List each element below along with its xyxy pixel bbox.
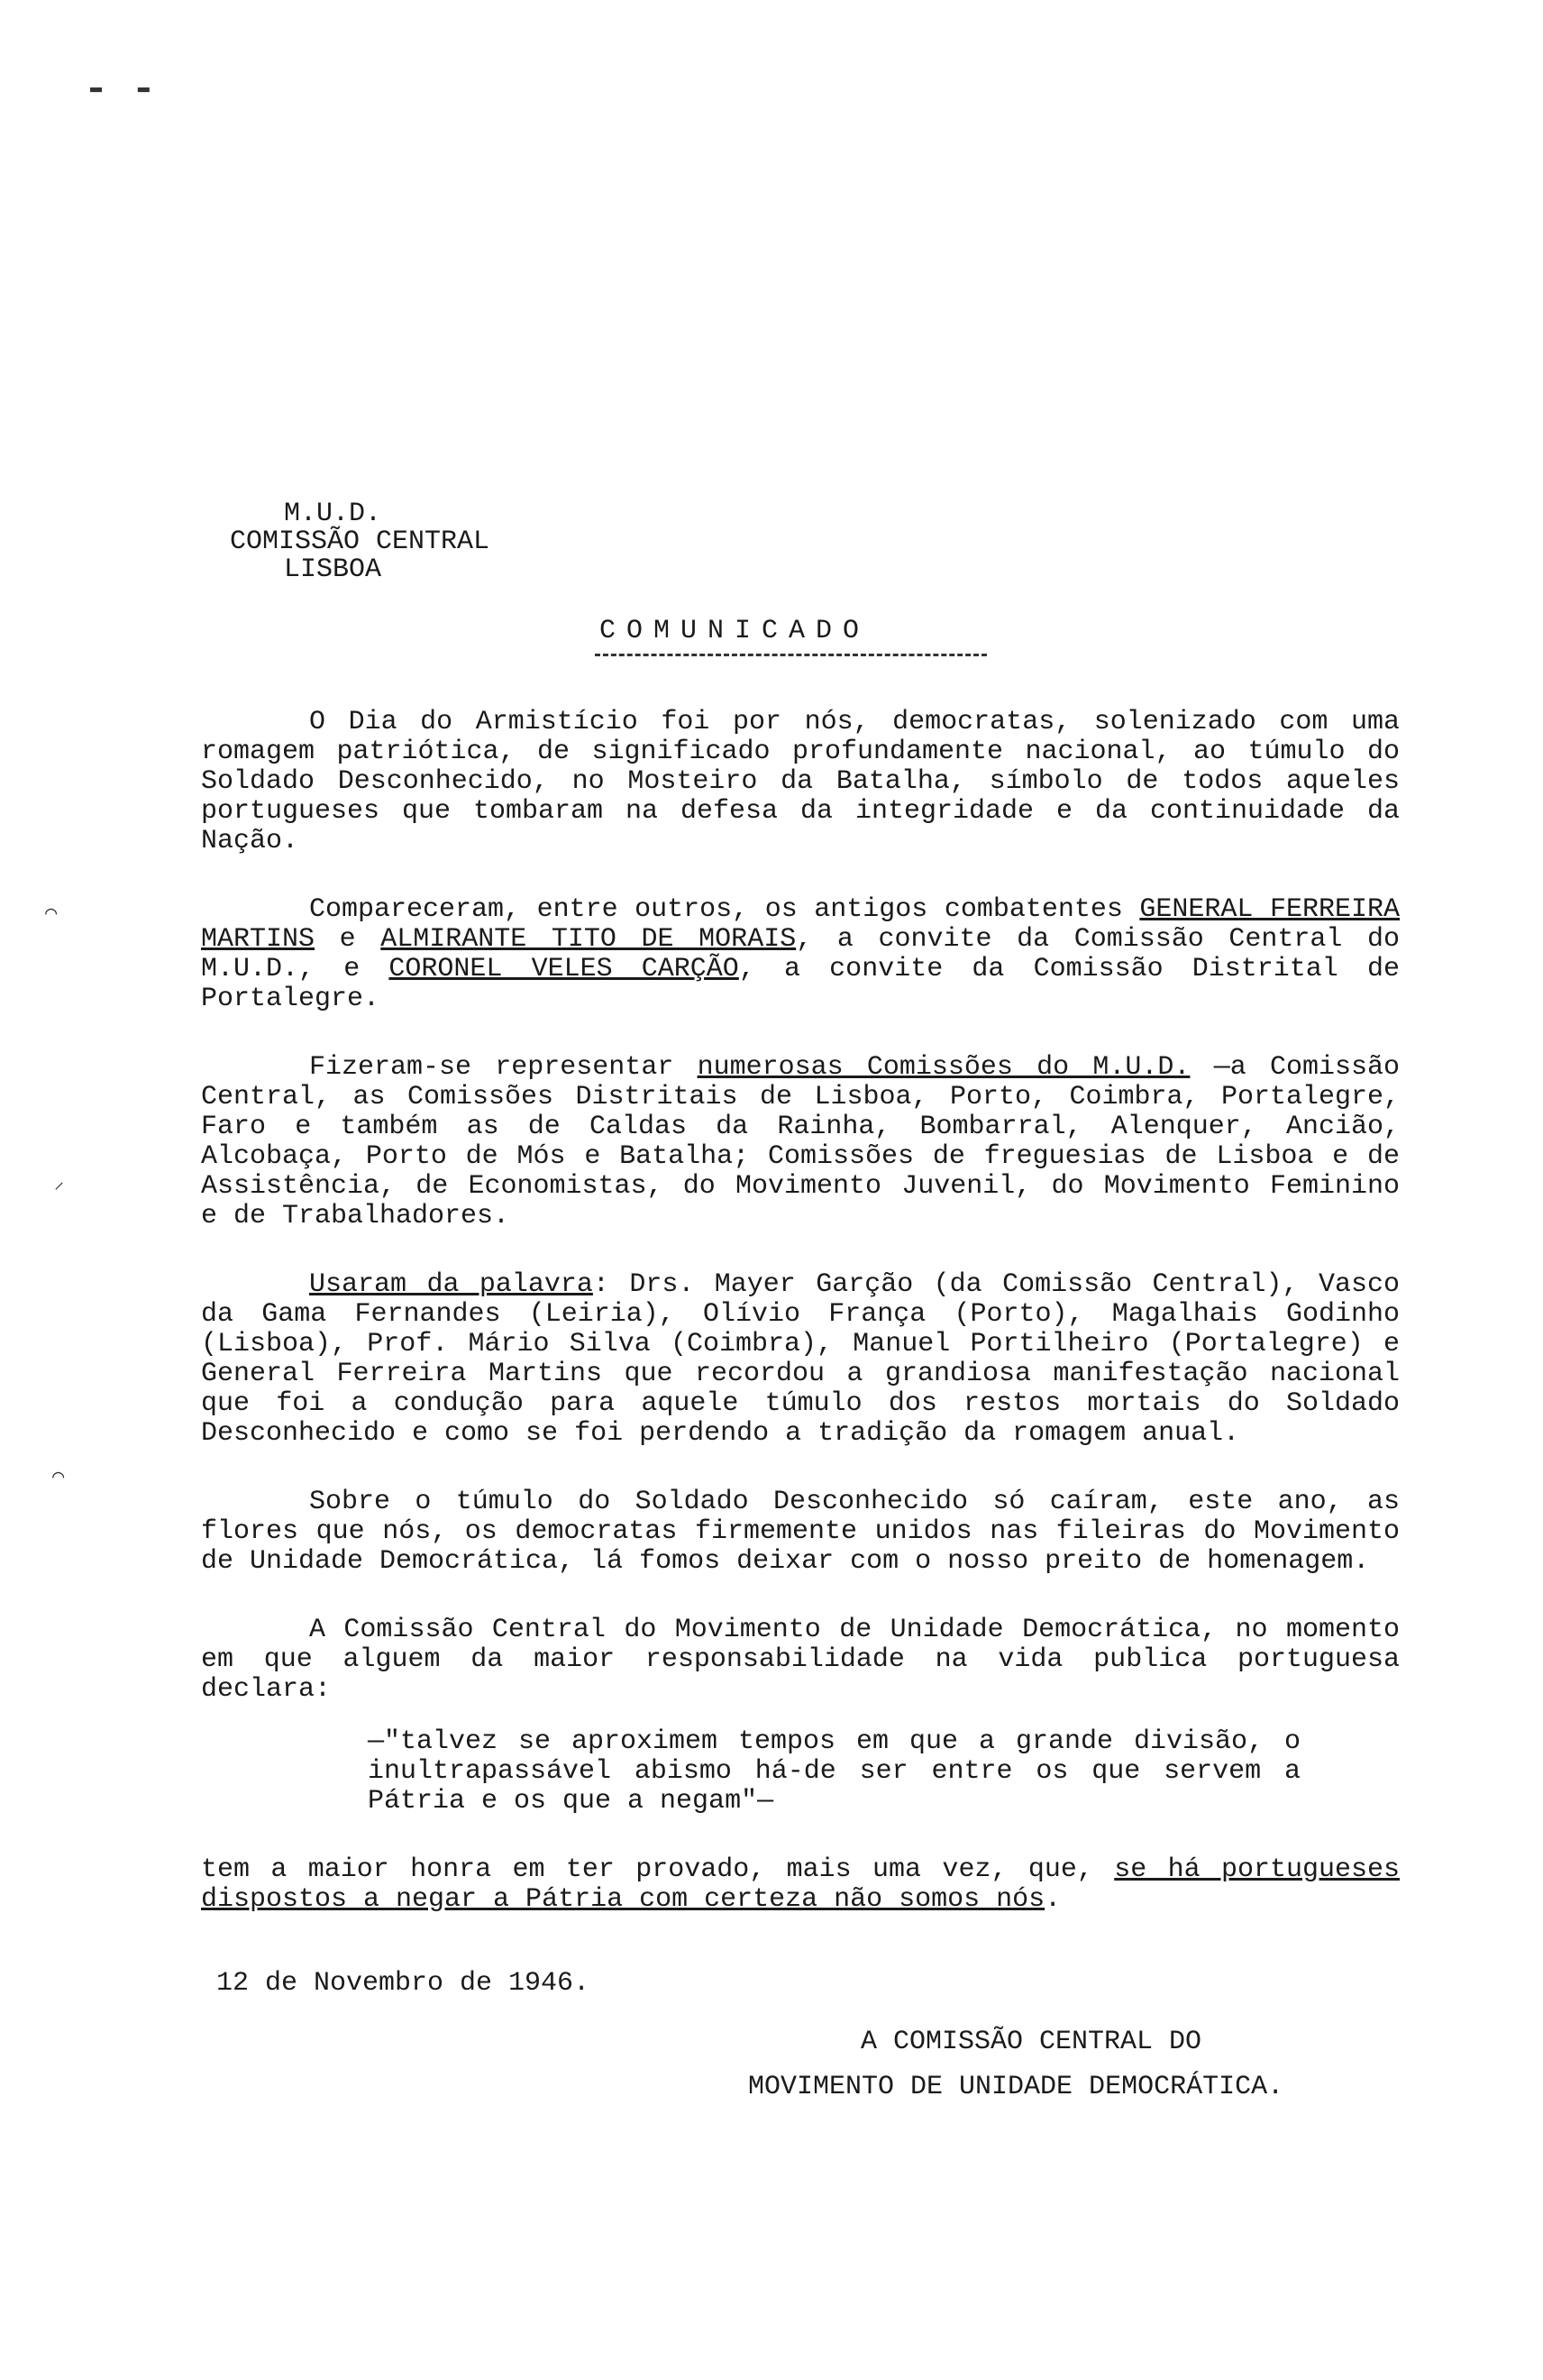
underlined-speakers: Usaram da palavra	[309, 1269, 593, 1300]
signature-block	[748, 2019, 1283, 2110]
paragraph-armistice: O Dia do Armistício foi por nós, democratas, solenizado com uma romagem patriótica, de significado profundamente nacional, ao túmulo do Soldado Desconhecido, no Mosteiro da Batalha, símbolo de todos aqueles portugueses que tombaram na defesa da integridade e da continuidade da Nação.	[201, 707, 1400, 856]
quoted-statement: —"talvez se aproximem tempos em que a grande divisão, o inultrapassável abismo há-de ser entre os que servem a Pátria e os que a negam"—	[368, 1726, 1301, 1817]
paragraph-representatives: Fizeram-se representar numerosas Comissões do M.U.D. —a Comissão Central, as Comissões Distritais de Lisboa, Porto, Coimbra, Portalegre, Faro e também as de Caldas da Rainha, Bombarral, Alenquer, Ancião, Alcobaça, Porto de Mós e Batalha; Comissões de freguesias de Lisboa e de Assistência, de Economistas, do Movimento Juvenil, do Movimento Feminino e de Trabalhadores.	[201, 1052, 1400, 1231]
name-almirante: ALMIRANTE TITO DE MORAIS	[380, 924, 797, 955]
paragraph-conclusion: tem a maior honra em ter provado, mais uma vez, que, se há portugueses dispostos a negar a Pátria com certeza não somos nós.	[201, 1854, 1400, 1915]
underlined-conclusion: se há portugueses dispostos a negar a Pátria com certeza não somos nós	[201, 1854, 1400, 1915]
name-general: GENERAL FERREIRA MARTINS	[201, 894, 1400, 955]
paragraph-attendees: Compareceram, entre outros, os antigos combatentes GENERAL FERREIRA MARTINS e ALMIRANTE TITO DE MORAIS, a convite da Comissão Central do M.U.D., e CORONEL VELES CARÇÃO, a convite da Comissão Distrital de Portalegre.	[201, 894, 1400, 1014]
signature-line-2: MOVIMENTO DE UNIDADE DEMOCRÁTICA.	[748, 2072, 1284, 2102]
city-name: LISBOA	[284, 554, 382, 585]
letterhead	[230, 500, 489, 584]
document-date: 12 de Novembro de 1946.	[216, 1968, 590, 1999]
paragraph-declaration: A Comissão Central do Movimento de Unidade Democrática, no momento em que alguem da maior responsabilidade na vida publica portuguesa declara:	[201, 1615, 1400, 1705]
underlined-commissions: numerosas Comissões do M.U.D.	[697, 1052, 1191, 1083]
org-abbreviation: M.U.D.	[284, 499, 382, 529]
scan-mark: ⌒	[52, 1466, 65, 1488]
paragraph-speakers: Usaram da palavra: Drs. Mayer Garção (da Comissão Central), Vasco da Gama Fernandes (Leiria), Olívio França (Porto), Magalhais Godinho (Lisboa), Prof. Mário Silva (Coimbra), Manuel Portilheiro (Portalegre) e General Ferreira Martins que recordou a grandiosa manifestação nacional que foi a condução para aquele túmulo dos restos mortais do Soldado Desconhecido e como se foi perdendo a tradição da romagem anual.	[201, 1269, 1400, 1449]
name-coronel: CORONEL VELES CARÇÃO	[388, 954, 739, 984]
scan-mark: ⸝	[54, 1172, 65, 1195]
scan-mark: ⌒	[45, 902, 58, 925]
committee-name: COMISSÃO CENTRAL	[230, 526, 490, 557]
scan-mark: ▬ ▬	[90, 77, 151, 99]
paragraph-flowers: Sobre o túmulo do Soldado Desconhecido só caíram, este ano, as flores que nós, os democratas firmemente unidos nas fileiras do Movimento de Unidade Democrática, lá fomos deixar com o nosso preito de homenagem.	[201, 1487, 1400, 1577]
document-title: COMUNICADO	[599, 616, 871, 646]
title-underline	[595, 654, 987, 656]
document-body	[201, 708, 1400, 1962]
signature-line-1: A COMISSÃO CENTRAL DO	[861, 2027, 1202, 2057]
